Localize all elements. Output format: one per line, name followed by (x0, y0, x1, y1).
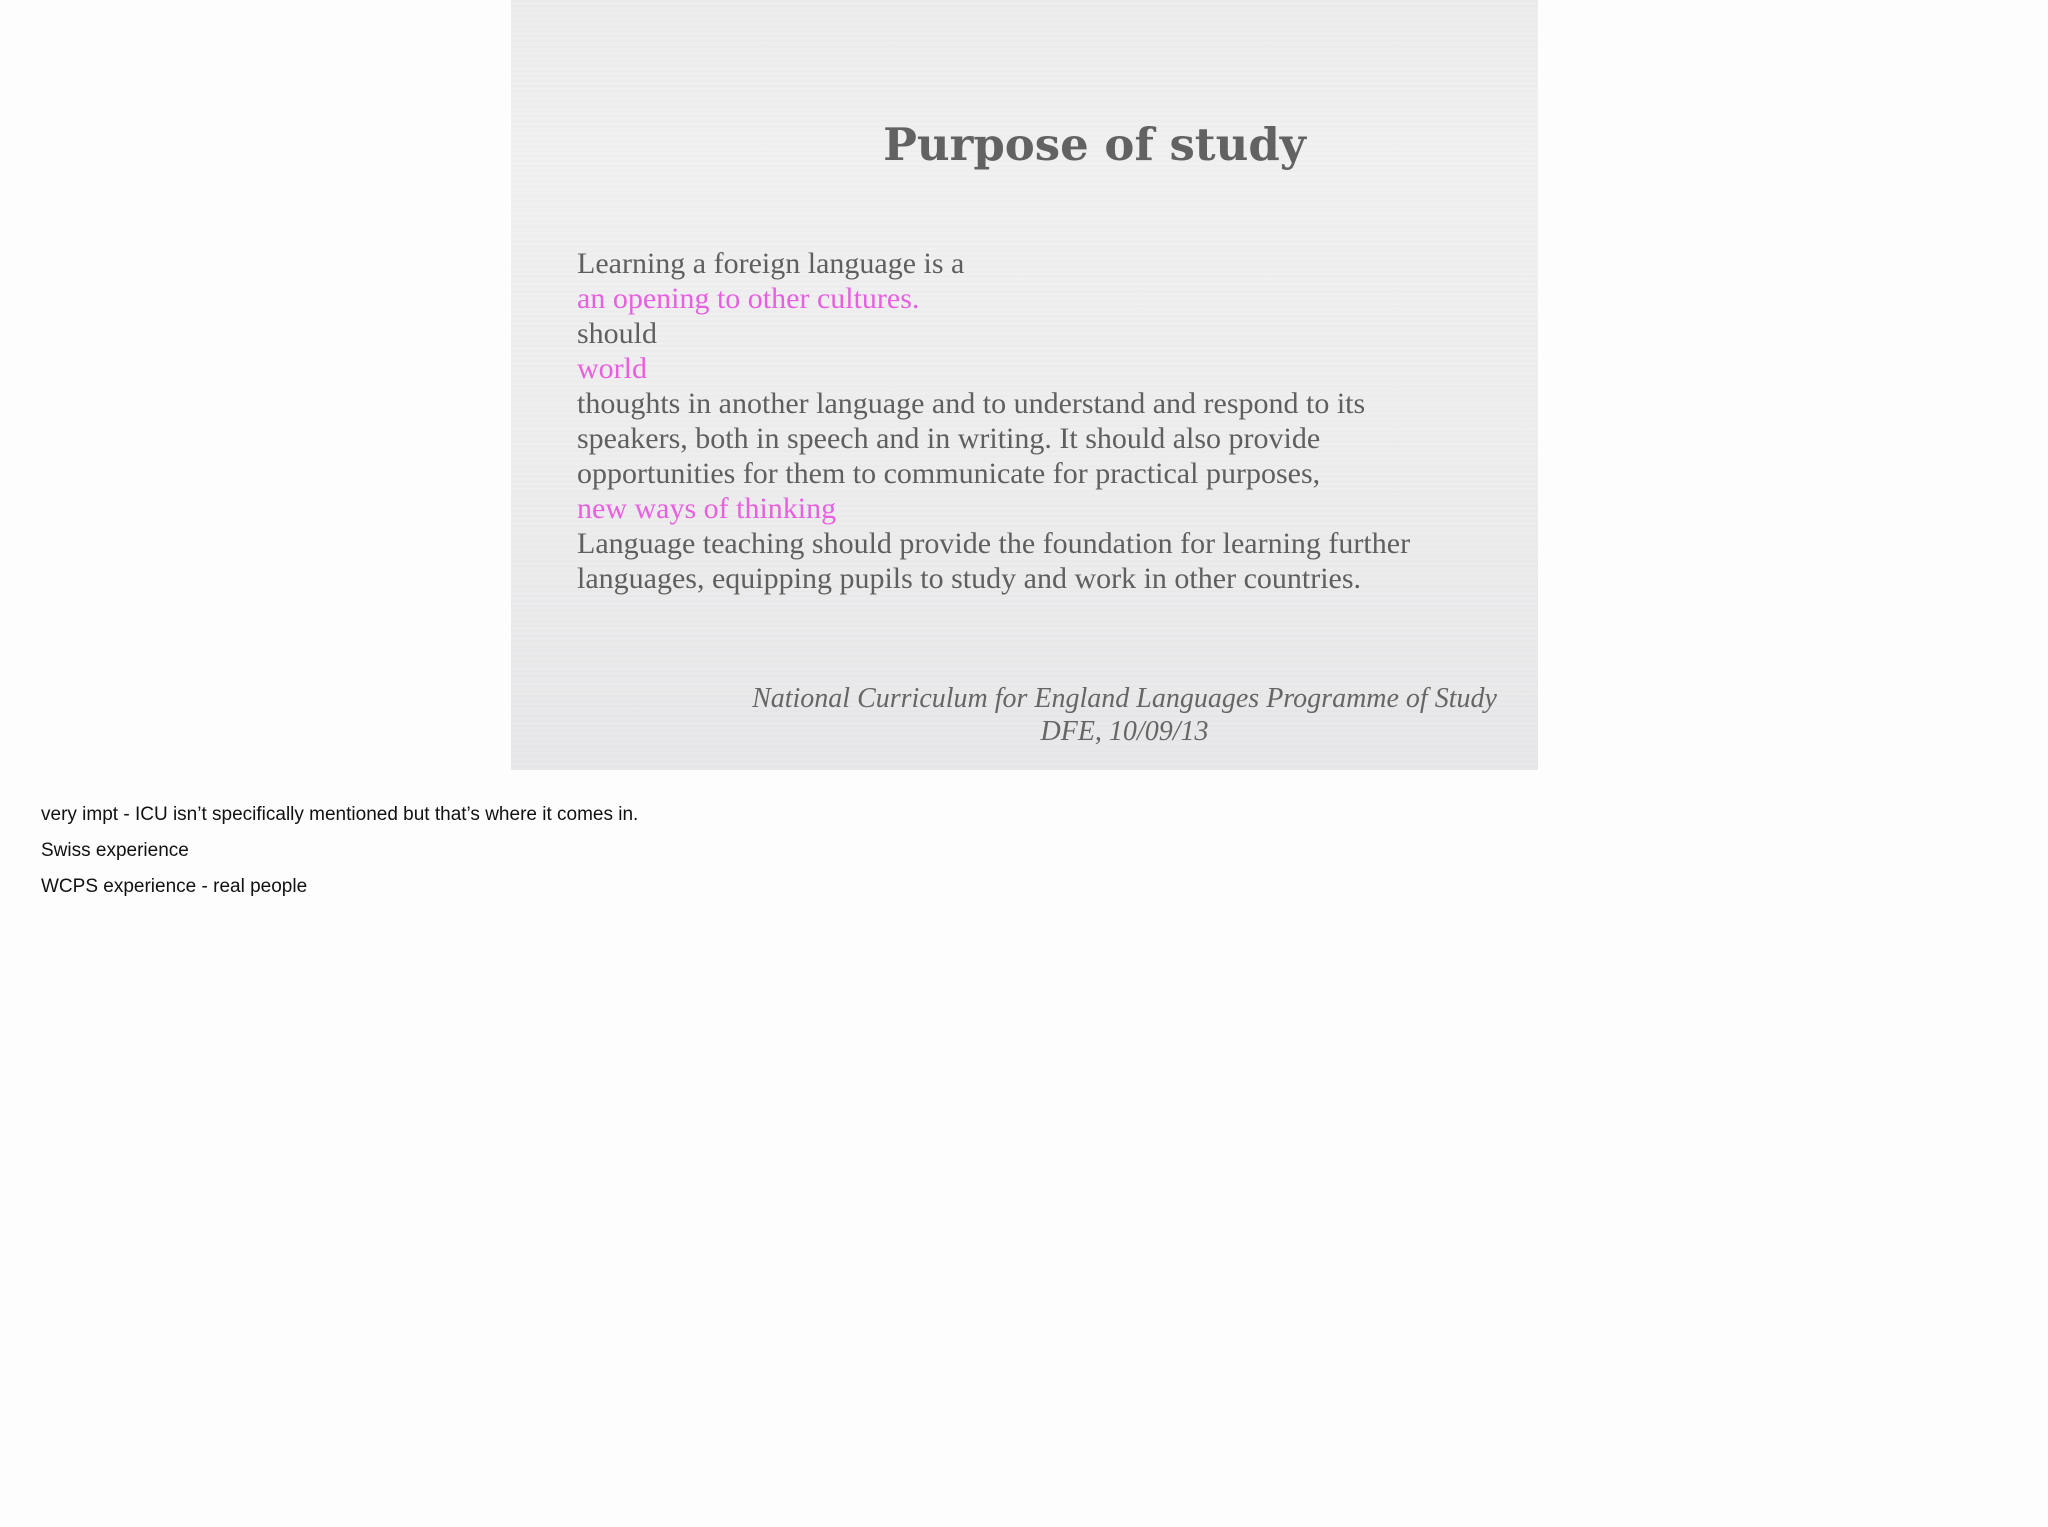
body-line: opportunities for them to communicate for practical purposes, (577, 457, 1321, 490)
note-line: WCPS experience - real people (41, 876, 308, 897)
note-line: Swiss experience (41, 840, 189, 861)
slide-title: Purpose of study (883, 118, 1306, 171)
body-line: languages, equipping pupils to study and work in other countries. (577, 562, 1362, 595)
body-line: thoughts in another language and to understand and respond to its (577, 387, 1366, 420)
speaker-notes (41, 800, 638, 908)
body-line: speakers, both in speech and in writing. It should also provide (577, 422, 1321, 455)
body-line: Language teaching should provide the foundation for learning further (577, 527, 1411, 560)
slide (511, 0, 1538, 770)
body-line: should (577, 317, 658, 350)
body-line-highlight: world (577, 352, 647, 385)
body-line-highlight: an opening to other cultures. (577, 282, 920, 315)
citation-source: National Curriculum for England Languages Programme of Study (752, 683, 1497, 714)
body-line: Learning a foreign language is a (577, 247, 965, 280)
slide-body (577, 246, 1507, 596)
citation-date: DFE, 10/09/13 (1040, 716, 1209, 747)
body-line-highlight: new ways of thinking (577, 492, 837, 525)
citation (511, 682, 1538, 748)
note-line: very impt - ICU isn’t specifically mentioned but that’s where it comes in. (41, 804, 639, 825)
